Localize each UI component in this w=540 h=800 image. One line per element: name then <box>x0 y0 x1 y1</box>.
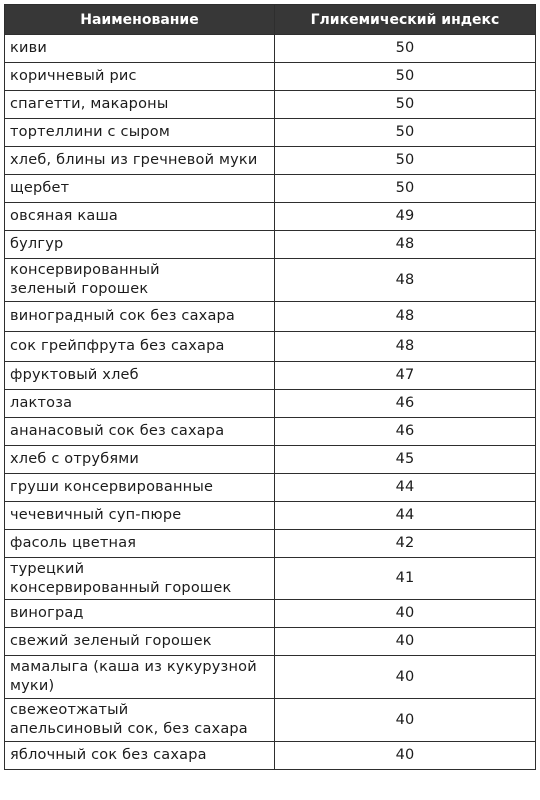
glycemic-index-cell: 41 <box>275 558 536 600</box>
product-name-cell: лактоза <box>5 390 275 418</box>
glycemic-index-cell: 40 <box>275 656 536 699</box>
glycemic-index-cell: 50 <box>275 147 536 175</box>
product-name-cell: груши консервированные <box>5 474 275 502</box>
table-row <box>5 390 536 418</box>
glycemic-index-cell: 46 <box>275 418 536 446</box>
product-name-cell: консервированный зеленый горошек <box>5 259 275 302</box>
glycemic-index-cell: 49 <box>275 203 536 231</box>
product-name-cell: чечевичный суп-пюре <box>5 502 275 530</box>
table-row <box>5 91 536 119</box>
table-row <box>5 558 536 600</box>
glycemic-index-cell: 50 <box>275 63 536 91</box>
glycemic-index-cell: 50 <box>275 35 536 63</box>
glycemic-index-cell: 40 <box>275 699 536 742</box>
product-name-cell: хлеб с отрубями <box>5 446 275 474</box>
product-name-cell: щербет <box>5 175 275 203</box>
header-row <box>5 5 536 35</box>
table-row <box>5 742 536 770</box>
table-row <box>5 418 536 446</box>
product-name-cell: коричневый рис <box>5 63 275 91</box>
table-row <box>5 446 536 474</box>
table-row <box>5 332 536 362</box>
glycemic-index-cell: 50 <box>275 91 536 119</box>
table-row <box>5 203 536 231</box>
glycemic-index-cell: 47 <box>275 362 536 390</box>
table-row <box>5 628 536 656</box>
product-name-cell: фруктовый хлеб <box>5 362 275 390</box>
glycemic-index-cell: 42 <box>275 530 536 558</box>
table-row <box>5 600 536 628</box>
table-row <box>5 699 536 742</box>
product-name-cell: спагетти, макароны <box>5 91 275 119</box>
product-name-cell: ананасовый сок без сахара <box>5 418 275 446</box>
glycemic-index-table <box>4 4 536 770</box>
table-row <box>5 302 536 332</box>
glycemic-index-cell: 40 <box>275 600 536 628</box>
glycemic-index-cell: 50 <box>275 175 536 203</box>
table-row <box>5 63 536 91</box>
table-header <box>5 5 536 35</box>
table-row <box>5 35 536 63</box>
product-name-cell: яблочный сок без сахара <box>5 742 275 770</box>
glycemic-index-cell: 40 <box>275 742 536 770</box>
table-row <box>5 119 536 147</box>
glycemic-index-cell: 44 <box>275 474 536 502</box>
product-name-cell: сок грейпфрута без сахара <box>5 332 275 362</box>
product-name-cell: булгур <box>5 231 275 259</box>
glycemic-index-cell: 46 <box>275 390 536 418</box>
glycemic-index-cell: 45 <box>275 446 536 474</box>
table-row <box>5 175 536 203</box>
product-name-cell: мамалыга (каша из кукурузной муки) <box>5 656 275 699</box>
table-row <box>5 656 536 699</box>
product-name-cell: турецкий консервированный горошек <box>5 558 275 600</box>
product-name-cell: свежий зеленый горошек <box>5 628 275 656</box>
glycemic-index-cell: 50 <box>275 119 536 147</box>
product-name-cell: тортеллини с сыром <box>5 119 275 147</box>
product-name-cell: овсяная каша <box>5 203 275 231</box>
column-header-name: Наименование <box>5 5 275 35</box>
product-name-cell: фасоль цветная <box>5 530 275 558</box>
product-name-cell: хлеб, блины из гречневой муки <box>5 147 275 175</box>
product-name-cell: киви <box>5 35 275 63</box>
table-row <box>5 147 536 175</box>
table-row <box>5 474 536 502</box>
glycemic-index-cell: 48 <box>275 332 536 362</box>
glycemic-index-cell: 40 <box>275 628 536 656</box>
glycemic-index-cell: 44 <box>275 502 536 530</box>
glycemic-index-cell: 48 <box>275 302 536 332</box>
table-row <box>5 502 536 530</box>
table-body <box>5 35 536 770</box>
table-row <box>5 259 536 302</box>
glycemic-index-cell: 48 <box>275 259 536 302</box>
glycemic-index-cell: 48 <box>275 231 536 259</box>
table-row <box>5 362 536 390</box>
product-name-cell: свежеотжатый апельсиновый сок, без сахара <box>5 699 275 742</box>
product-name-cell: виноградный сок без сахара <box>5 302 275 332</box>
table-row <box>5 231 536 259</box>
product-name-cell: виноград <box>5 600 275 628</box>
table-row <box>5 530 536 558</box>
column-header-gi: Гликемический индекс <box>275 5 536 35</box>
